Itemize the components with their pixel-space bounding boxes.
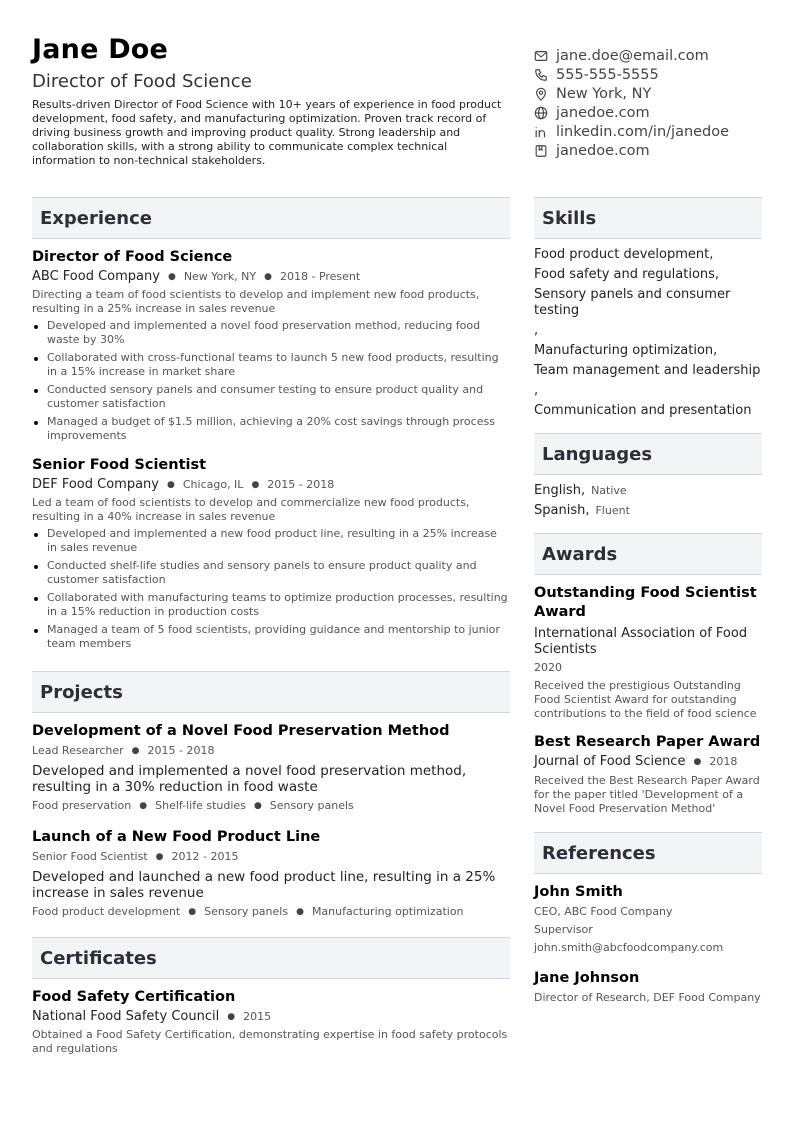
contact-phone[interactable] [534,65,774,84]
bullet-item: Conducted sensory panels and consumer testing to ensure product quality and customer satisfaction [32,383,510,411]
project-title: Launch of a New Food Product Line [32,829,321,845]
award-meta [534,754,762,770]
reference-name: John Smith [534,884,623,900]
languages-list [534,475,762,519]
language-name: English, [534,483,586,498]
experience-item [32,456,510,651]
bullet-item: Developed and implemented a new food product line, resulting in a 25% increase in sales revenue [32,527,510,555]
experience-summary: Directing a team of food scientists to develop and implement new food products, resulting in a 25% increase in sales revenue [32,288,480,315]
experience-location: Chicago, IL [182,478,244,491]
person-name: Jane Doe [32,34,169,65]
reference-position: CEO, ABC Food Company [534,905,673,918]
project-tags [32,799,510,813]
bullet-item: Conducted shelf-life studies and sensory panels to ensure product quality and customer satisfaction [32,559,510,587]
project-role: Lead Researcher [32,744,124,757]
contact-linkedin[interactable] [534,122,774,141]
certificate-meta [32,1009,510,1025]
language-item [534,483,762,499]
experience-meta [32,477,510,493]
experience-item [32,248,510,443]
left-column [32,197,510,1056]
award-description: Received the Best Research Paper Award for the paper titled 'Development of a Novel Food Preservation Method' [534,774,760,815]
project-meta [32,849,510,865]
phone-icon [534,68,548,82]
bullet-item: Managed a budget of $1.5 million, achieving a 20% cost savings through process improvements [32,415,510,443]
skills-heading: Skills [534,197,762,239]
certificate-item [32,988,510,1056]
skill-item: Team management and leadership [534,363,761,378]
separator-dot: ● [167,480,175,490]
location-text: New York, NY [556,85,652,102]
certificate-title: Food Safety Certification [32,989,236,1005]
separator-dot: ● [167,272,176,282]
award-item [534,584,762,721]
project-role: Senior Food Scientist [32,850,148,863]
portfolio-text: janedoe.com [556,142,650,159]
experience-bullets [32,527,510,651]
summary: Results-driven Director of Food Science with 10+ years of experience in food product development, food safety, and manufacturing optimization. Proven track record of driving business growth and improving product quality. Strong leadership and collaboration skills, with a strong ability to communicate complex technical information to non-technical stakeholders. [32,98,502,167]
experience-bullets [32,319,510,443]
right-column [534,197,762,1005]
reference-item [534,969,762,1005]
project-tag: Manufacturing optimization [311,905,464,918]
separator-dot: ● [188,907,197,917]
reference-name: Jane Johnson [534,970,640,986]
experience-location: New York, NY [183,270,257,283]
skill-item: Food safety and regulations, [534,267,720,282]
skills-list [534,239,762,419]
separator-dot: ● [251,480,260,490]
separator-dot: ● [227,1012,236,1022]
job-title: Director of Food Science [32,71,252,92]
language-item [534,503,762,519]
skill-item: Sensory panels and consumer testing [534,287,731,318]
skill-item: Food product development, [534,247,714,262]
skill-item: Communication and presentation [534,403,752,418]
separator-dot: ● [264,272,272,282]
project-title: Development of a Novel Food Preservation Method [32,723,450,739]
awards-heading: Awards [534,533,762,575]
experience-company: ABC Food Company [32,269,160,284]
certificate-issuer: National Food Safety Council [32,1009,220,1024]
contact-info [534,46,774,160]
certificate-description: Obtained a Food Safety Certification, demonstrating expertise in food safety protocols and regulations [32,1028,508,1055]
project-tags [32,905,510,919]
reference-email[interactable]: john.smith@abcfoodcompany.com [534,941,724,954]
skill-item: , [534,323,539,338]
mail-icon [534,49,548,63]
globe-icon [534,106,548,120]
project-tag: Sensory panels [204,905,289,918]
contact-location [534,84,774,103]
project-description: Developed and implemented a novel food preservation method, resulting in a 30% reduction in food waste [32,763,467,795]
language-fluency: Native [591,484,627,497]
experience-dates: 2018 - Present [279,270,361,283]
project-item [32,828,510,919]
project-meta [32,743,510,759]
bullet-item: Collaborated with cross-functional teams to launch 5 new food products, resulting in a 15% increase in market share [32,351,510,379]
project-description: Developed and launched a new food product line, resulting in a 25% increase in sales revenue [32,869,496,901]
project-tag: Food preservation [32,799,132,812]
award-issuer: International Association of Food Scientists [534,626,748,657]
resume-header [32,34,510,168]
bullet-item: Developed and implemented a novel food preservation method, reducing food waste by 30% [32,319,510,347]
experience-meta [32,269,510,285]
experience-heading: Experience [32,197,510,239]
experience-summary: Led a team of food scientists to develop and commercialize new food products, resulting in a 40% increase in sales revenue [32,496,470,523]
email-text: jane.doe@email.com [556,47,709,64]
experience-title: Senior Food Scientist [32,457,207,473]
languages-heading: Languages [534,433,762,475]
language-fluency: Fluent [595,504,630,517]
project-tag: Food product development [32,905,181,918]
reference-position: Director of Research, DEF Food Company [534,991,761,1004]
award-issuer: Journal of Food Science [534,754,686,769]
website-text: janedoe.com [556,104,650,121]
reference-item [534,883,762,955]
project-dates: 2015 - 2018 [147,744,215,757]
project-dates: 2012 - 2015 [171,850,239,863]
contact-website[interactable] [534,103,774,122]
linkedin-icon [534,125,548,139]
separator-dot: ● [693,757,702,767]
experience-dates: 2015 - 2018 [267,478,335,491]
certificates-heading: Certificates [32,937,510,979]
project-tag: Shelf-life studies [155,799,246,812]
separator-dot: ● [131,746,140,756]
linkedin-text: linkedin.com/in/janedoe [556,123,730,140]
experience-title: Director of Food Science [32,249,233,265]
language-name: Spanish, [534,503,590,518]
bullet-item: Managed a team of 5 food scientists, providing guidance and mentorship to junior team members [32,623,510,651]
project-tag: Sensory panels [269,799,354,812]
map-pin-icon [534,87,548,101]
contact-portfolio[interactable] [534,141,774,160]
references-heading: References [534,832,762,874]
contact-email[interactable] [534,46,774,65]
phone-text: 555-555-5555 [556,66,659,83]
reference-relationship: Supervisor [534,923,593,936]
skill-item: , [534,383,539,398]
projects-heading: Projects [32,671,510,713]
award-title: Best Research Paper Award [534,734,761,750]
award-item [534,733,762,816]
separator-dot: ● [296,907,304,917]
skill-item: Manufacturing optimization, [534,343,718,358]
award-title: Outstanding Food Scientist Award [534,585,757,620]
separator-dot: ● [253,801,262,811]
award-date: 2020 [534,661,562,674]
separator-dot: ● [139,801,148,811]
bookmark-icon [534,144,548,158]
experience-company: DEF Food Company [32,477,159,492]
award-date: 2018 [709,755,738,768]
separator-dot: ● [155,852,164,862]
certificate-date: 2015 [243,1010,272,1023]
project-item [32,722,510,813]
award-description: Received the prestigious Outstanding Food Scientist Award for outstanding contributions to the field of food science [534,679,757,720]
bullet-item: Collaborated with manufacturing teams to optimize production processes, resulting in a 15% reduction in production costs [32,591,510,619]
